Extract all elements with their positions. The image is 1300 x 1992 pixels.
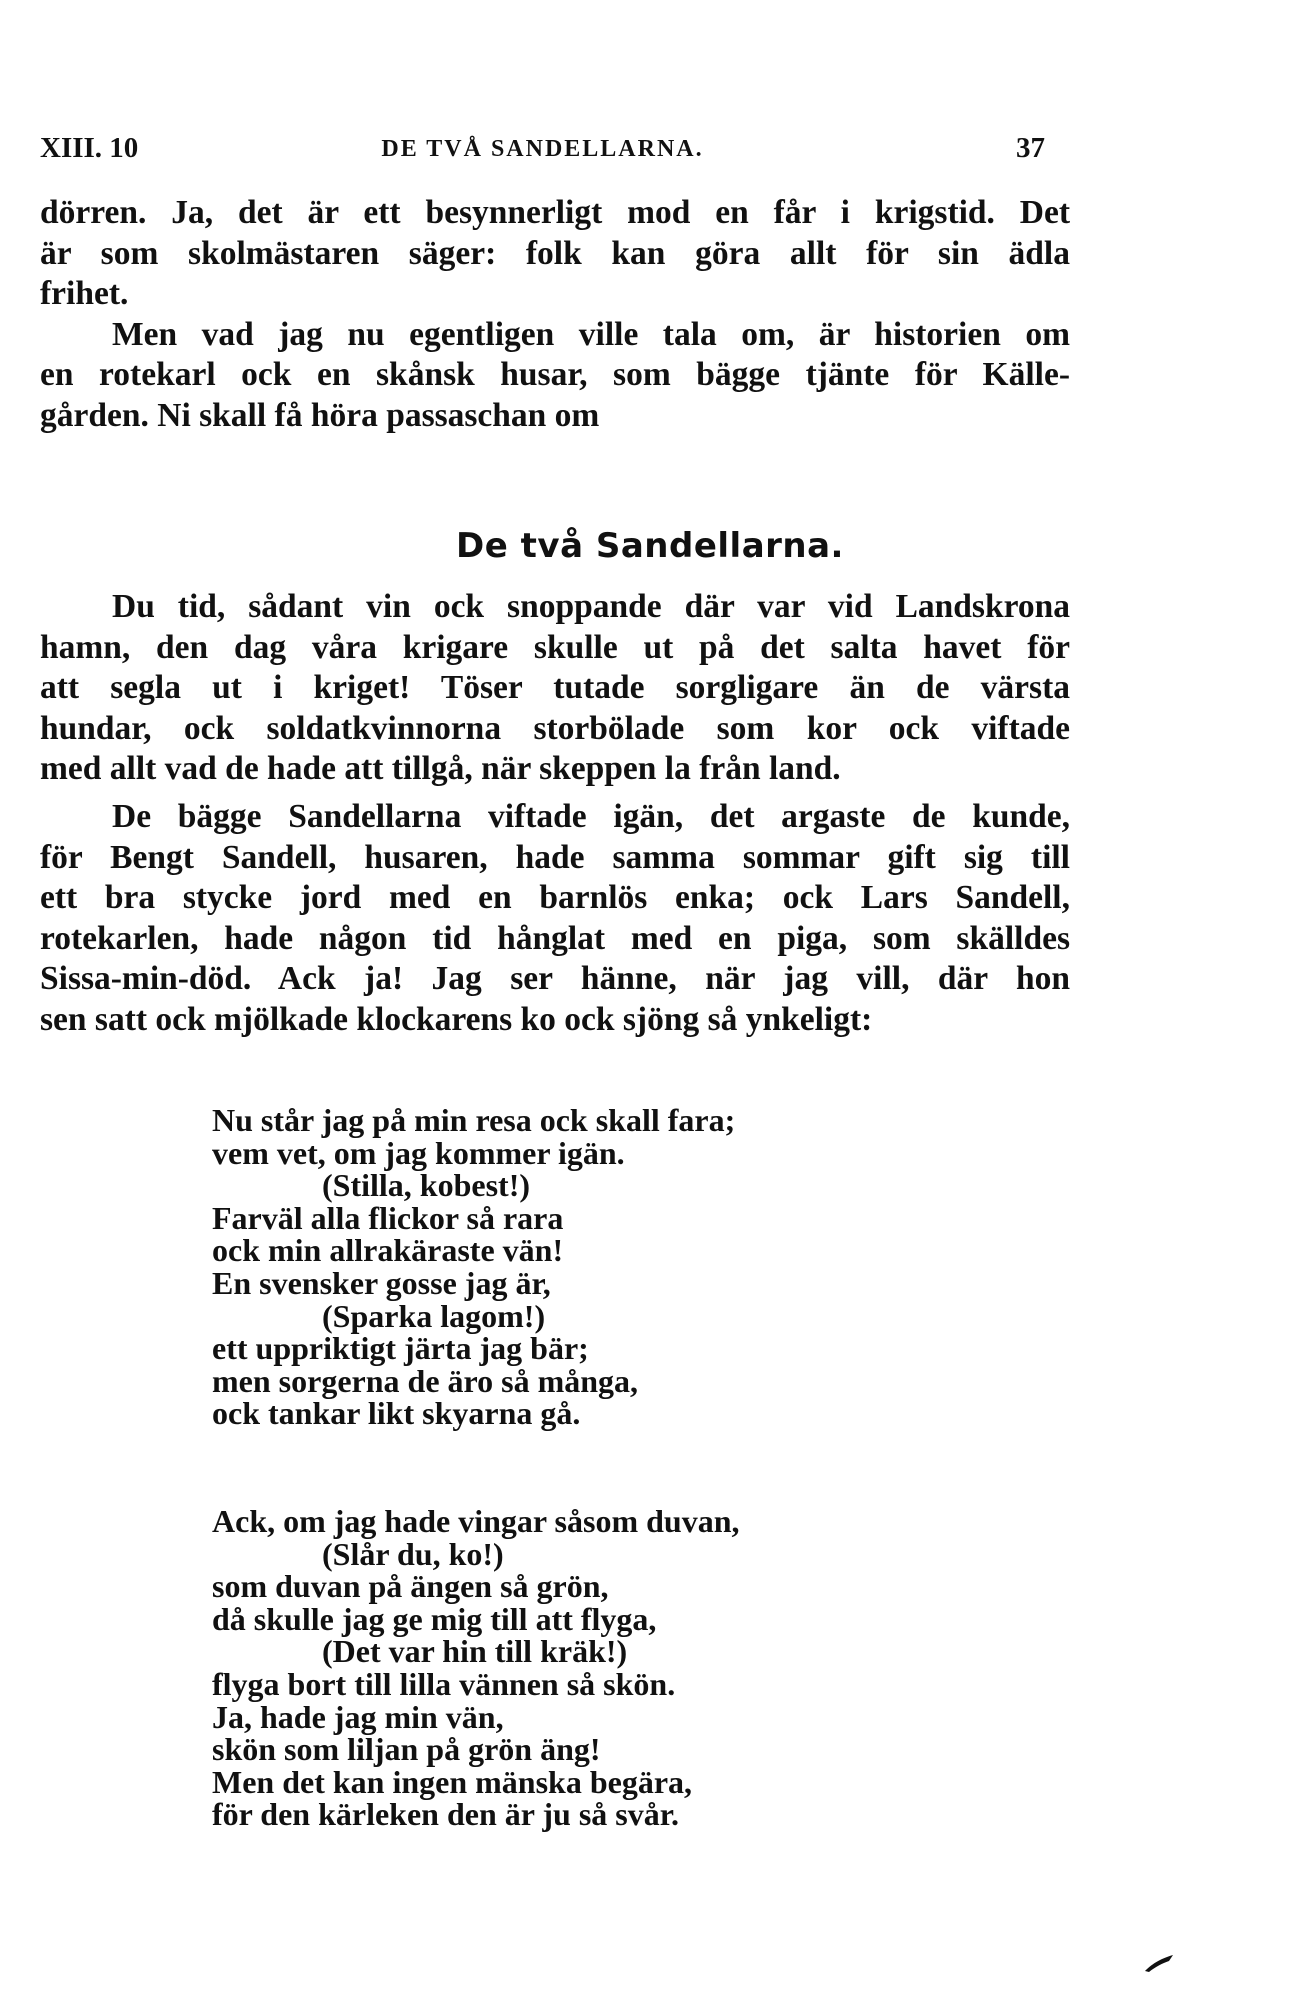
poem-stanza-1 [212,1104,992,1430]
text-line: att segla ut i kriget! Töser tutade sorgligare än de värsta [40,669,1070,706]
text-line: Du tid, sådant vin ock snoppande där var vid Landskrona [112,588,1070,625]
poem-stanza-2 [212,1505,992,1831]
running-head [40,132,1045,172]
story-paragraph-1 [40,587,1070,790]
poem-line: vem vet, om jag kommer igän. [212,1134,625,1171]
poem-line: för den kärleken den är ju så svår. [212,1796,680,1833]
running-title: DE TVÅ SANDELLARNA. [381,136,704,162]
text-line: med allt vad de hade att tillgå, när skeppen la från land. [40,750,841,787]
poem-refrain: (Sparka lagom!) [322,1297,546,1334]
poem-line: skön som liljan på grön äng! [212,1731,601,1768]
text-line: en rotekarl ock en skånsk husar, som bägge tjänte för Källe- [40,356,1070,393]
section-title: De två Sandellarna. [456,526,844,566]
poem-line: En svensker gosse jag är, [212,1264,551,1301]
poem-line: Men det kan ingen mänska begära, [212,1763,693,1800]
poem-line: Farväl alla flickor så rara [212,1199,564,1236]
text-line: Sissa-min-död. Ack ja! Jag ser hänne, när jag vill, där hon [40,960,1070,997]
page-number: 37 [1016,132,1045,164]
poem-line: ett uppriktigt järta jag bär; [212,1330,589,1367]
poem-refrain: (Stilla, kobest!) [322,1167,530,1204]
text-line: för Bengt Sandell, husaren, hade samma sommar gift sig till [40,838,1070,876]
poem-line: Ack, om jag hade vingar såsom duvan, [212,1503,740,1539]
text-line: gården. Ni skall få höra passaschan om [40,396,600,434]
poem-line: flyga bort till lilla vännen så skön. [212,1665,676,1702]
ink-smudge-mark [1143,1953,1175,1973]
poem-line: Ja, hade jag min vän, [212,1698,504,1735]
poem-line: ock min allrakäraste vän! [212,1232,564,1269]
poem-refrain: (Slår du, ko!) [322,1535,504,1572]
text-line: ett bra stycke jord med en barnlös enka; ock Lars Sandell, [40,879,1070,916]
text-line: dörren. Ja, det är ett besynnerligt mod en får i krigstid. Det [40,194,1070,231]
text-line: hundar, ock soldatkvinnorna storbölade som kor ock viftade [40,709,1070,747]
poem-line: som duvan på ängen så grön, [212,1568,609,1605]
chapter-marker: XIII. 10 [40,132,139,164]
text-line: De bägge Sandellarna viftade igän, det argaste de kunde, [112,798,1070,835]
poem-line: då skulle jag ge mig till att flyga, [212,1600,657,1637]
poem-line: Nu står jag på min resa ock skall fara; [212,1102,736,1138]
text-line: är som skolmästaren säger: folk kan göra allt för sin ädla [40,234,1070,272]
poem-line: ock tankar likt skyarna gå. [212,1395,581,1432]
story-paragraph-2 [40,797,1070,1040]
poem-line: men sorgerna de äro så många, [212,1362,639,1399]
text-line: Men vad jag nu egentligen ville tala om, är historien om [112,315,1070,353]
poem-refrain: (Det var hin till kräk!) [322,1633,628,1670]
text-line: hamn, den dag våra krigare skulle ut på det salta havet för [40,628,1070,666]
intro-text [40,193,1070,436]
text-line: rotekarlen, hade någon tid hånglat med en piga, som skälldes [40,919,1070,957]
text-line: frihet. [40,275,129,312]
text-line: sen satt ock mjölkade klockarens ko ock sjöng så ynkeligt: [40,1000,873,1038]
